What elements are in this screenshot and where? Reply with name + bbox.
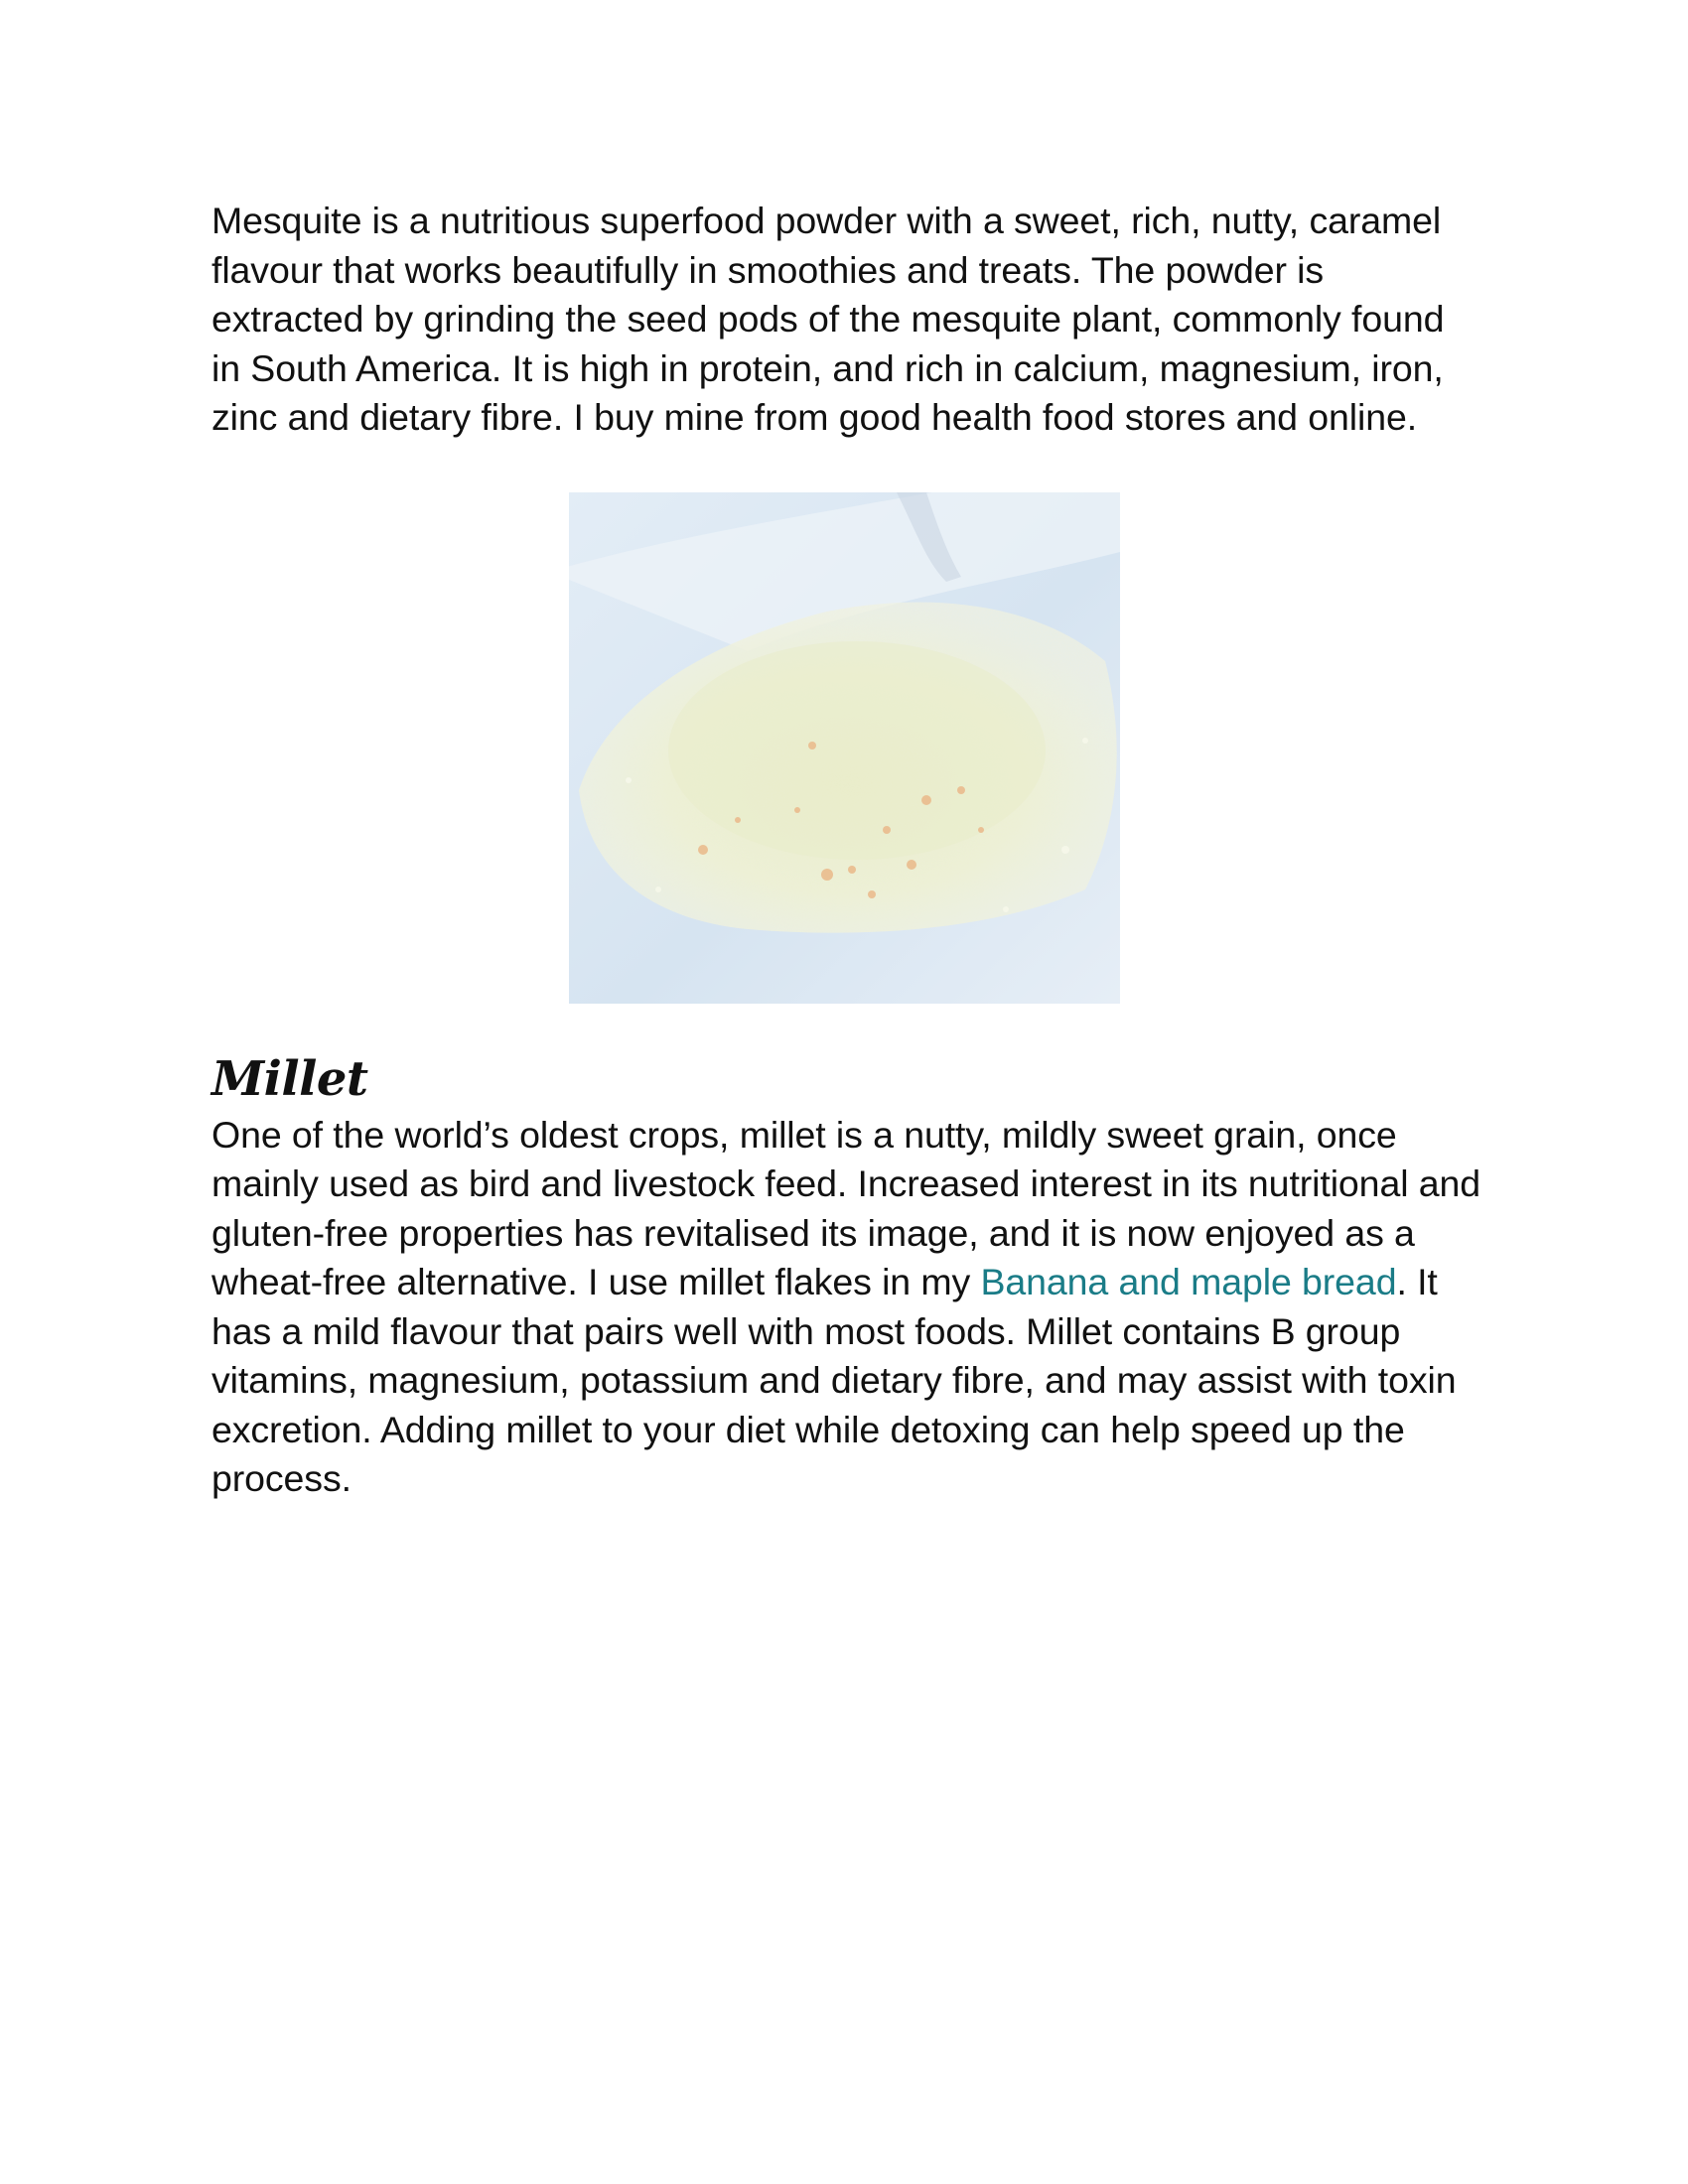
banana-maple-bread-link[interactable]: Banana and maple bread — [980, 1261, 1397, 1302]
millet-text-before-link: One of the world’s oldest crops, millet is a nutty, mildly sweet grain, once mainly used as bird and livestock feed. Increased interest in its nutritional and gluten-free properties has revitalised its image, and it is now enjoyed as a wheat-free alternative. I use millet flakes in my — [211, 1113, 1481, 1302]
millet-text-after-link: . It has a mild flavour that pairs well with most foods. Millet contains B group vitamins, magnesium, potassium and dietary fibre, and may assist with toxin excretion. Adding millet to your diet while detoxing can help speed up the process. — [211, 1261, 1457, 1499]
millet-paragraph — [211, 1111, 1482, 1504]
mesquite-powder-image — [569, 492, 1120, 1004]
millet-heading: Millet — [211, 1050, 368, 1107]
page-content — [211, 197, 1482, 1504]
mesquite-paragraph: Mesquite is a nutritious superfood powder with a sweet, rich, nutty, caramel flavour that works beautifully in smoothies and treats. The powder is extracted by grinding the seed pods of the mesquite plant, commonly found in South America. It is high in protein, and rich in calcium, magnesium, iron, zinc and dietary fibre. I buy mine from good health food stores and online. — [211, 200, 1445, 438]
mesquite-powder-photo — [569, 492, 1120, 1004]
